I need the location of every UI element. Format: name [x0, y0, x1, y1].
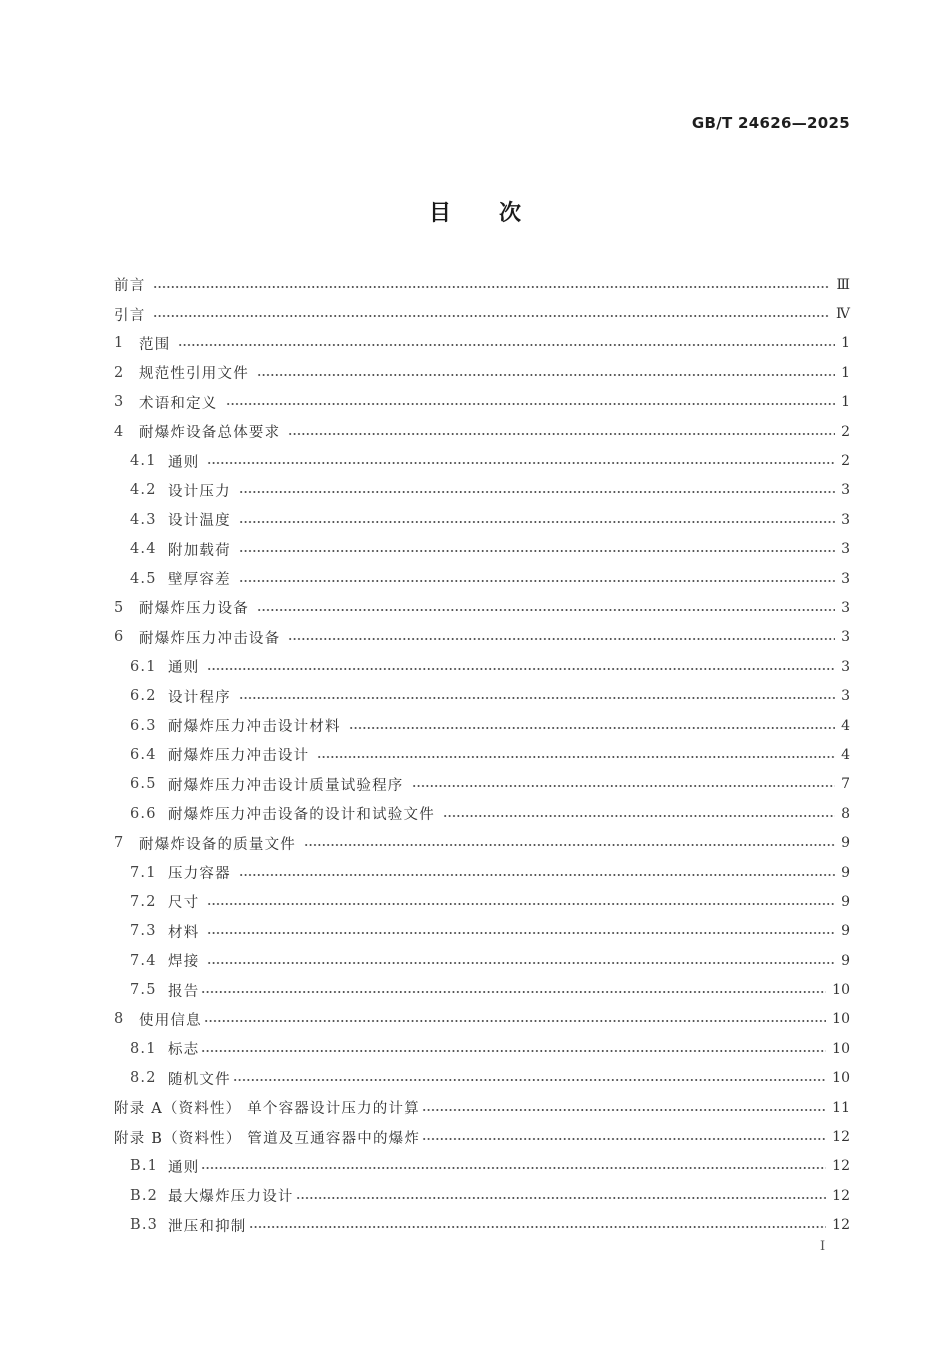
dot-leader [233, 1079, 826, 1081]
dot-leader [226, 403, 836, 405]
toc-entry-number: 6.2 [130, 688, 157, 705]
toc-entry[interactable] [114, 975, 850, 1004]
dot-leader [317, 756, 835, 758]
standard-code: GB/T 24626—2025 [691, 114, 850, 132]
toc-title [0, 196, 950, 227]
toc-entry[interactable] [114, 1034, 850, 1063]
toc-entry-page: 3 [841, 570, 850, 587]
page-number: I [820, 1239, 826, 1254]
toc-entry[interactable] [114, 358, 850, 387]
toc-entry-number: B.3 [130, 1217, 159, 1234]
toc-entry-number: 7.3 [130, 923, 157, 940]
toc-entry-number: 7.4 [130, 952, 157, 969]
dot-leader [239, 874, 835, 876]
toc-entry-number: 7.2 [130, 893, 157, 910]
toc-entry-label: 壁厚容差 [168, 572, 231, 589]
dot-leader [207, 668, 835, 670]
toc-entry-label: 附录 A（资料性） 单个容器设计压力的计算 [114, 1101, 420, 1118]
toc-entry-number: 7 [114, 835, 125, 852]
toc-entry-page: 3 [841, 629, 850, 646]
dot-leader [239, 521, 835, 523]
toc-entry-number: 8.1 [130, 1040, 157, 1057]
toc-entry-page: Ⅳ [836, 306, 850, 323]
dot-leader [207, 962, 835, 964]
toc-entry-number: 5 [114, 599, 125, 616]
dot-leader [239, 697, 835, 699]
toc-entry-page: 11 [832, 1099, 850, 1116]
dot-leader [257, 374, 835, 376]
toc-title-char-1: 目 [428, 201, 451, 226]
toc-entry[interactable] [114, 417, 850, 446]
toc-entry-label: 前言 [114, 278, 146, 295]
toc-entry-page: 3 [841, 658, 850, 675]
dot-leader [201, 1167, 826, 1169]
toc-entry-label: 通则 [168, 454, 200, 471]
toc-entry-number: 4.2 [130, 482, 157, 499]
toc-entry-label: 耐爆炸压力冲击设备 [139, 630, 281, 647]
toc-entry-number: 4.1 [130, 453, 157, 470]
dot-leader [207, 932, 835, 934]
toc-entry-label: 通则 [168, 1159, 200, 1176]
dot-leader [201, 991, 826, 993]
toc-entry[interactable] [114, 799, 850, 828]
toc-entry-page: 3 [841, 599, 850, 616]
toc-entry-label: 范围 [139, 336, 171, 353]
toc-entry-page: 4 [841, 717, 850, 734]
toc-entry-label: 设计程序 [168, 689, 231, 706]
toc-entry-number: 4.3 [130, 511, 157, 528]
toc-entry-label: 材料 [168, 924, 200, 941]
toc-entry[interactable] [114, 917, 850, 946]
toc-entry[interactable] [114, 388, 850, 417]
toc-entry-number: 6.5 [130, 776, 157, 793]
toc-entry-number: 8 [114, 1011, 125, 1028]
toc-entry-page: 3 [841, 688, 850, 705]
toc-entry[interactable] [114, 593, 850, 622]
dot-leader [249, 1226, 827, 1228]
toc-entry-number: 4 [114, 423, 125, 440]
dot-leader [422, 1138, 826, 1140]
dot-leader [443, 815, 835, 817]
toc-entry-page: 9 [841, 952, 850, 969]
toc-entry-label: 泄压和抑制 [168, 1218, 247, 1235]
dot-leader [153, 286, 830, 288]
toc-entry[interactable] [114, 887, 850, 916]
toc-entry[interactable] [114, 270, 850, 299]
toc-entry-page: 1 [841, 364, 850, 381]
toc-entry-number: 2 [114, 364, 125, 381]
toc-entry-label: 设计温度 [168, 513, 231, 530]
dot-leader [207, 903, 835, 905]
toc-entry-label: 规范性引用文件 [139, 366, 249, 383]
toc-entry-page: 3 [841, 482, 850, 499]
toc-entry-label: 使用信息 [139, 1012, 202, 1029]
toc-entry-label: 引言 [114, 307, 146, 324]
toc-entry-number: 6.6 [130, 805, 157, 822]
toc-entry-page: 9 [841, 893, 850, 910]
toc-entry[interactable] [114, 505, 850, 534]
toc-entry[interactable] [114, 1093, 850, 1122]
dot-leader [201, 1050, 826, 1052]
toc-entry-page: 10 [832, 1070, 850, 1087]
dot-leader [178, 344, 835, 346]
toc-entry-number: 7.1 [130, 864, 157, 881]
toc-entry-page: 1 [841, 335, 850, 352]
dot-leader [239, 580, 835, 582]
toc-entry-page: 9 [841, 864, 850, 881]
toc-entry-label: 标志 [168, 1042, 200, 1059]
toc-entry-number: 8.2 [130, 1070, 157, 1087]
toc-entry-page: 2 [841, 453, 850, 470]
toc-entry[interactable] [114, 1211, 850, 1240]
toc-entry-page: 2 [841, 423, 850, 440]
toc-entry-label: 通则 [168, 660, 200, 677]
toc-entry-label: 最大爆炸压力设计 [168, 1189, 294, 1206]
toc-entry-number: 6.1 [130, 658, 157, 675]
dot-leader [349, 727, 835, 729]
toc-entry[interactable] [114, 828, 850, 857]
toc-entry-label: 耐爆炸压力设备 [139, 601, 249, 618]
toc-entry-page: 12 [832, 1217, 850, 1234]
toc-entry[interactable] [114, 1064, 850, 1093]
toc-entry-page: 9 [841, 923, 850, 940]
toc-entry-label: 尺寸 [168, 895, 200, 912]
toc-entry-label: 焊接 [168, 954, 200, 971]
toc-entry-page: 1 [841, 394, 850, 411]
toc-entry-page: 8 [841, 805, 850, 822]
dot-leader [204, 1020, 826, 1022]
toc-entry[interactable] [114, 299, 850, 328]
dot-leader [153, 315, 830, 317]
toc-entry-page: 10 [832, 982, 850, 999]
toc-entry[interactable] [114, 652, 850, 681]
dot-leader [412, 785, 836, 787]
toc-entry[interactable] [114, 476, 850, 505]
toc-entry[interactable] [114, 1181, 850, 1210]
toc-entry-label: 耐爆炸压力冲击设计材料 [168, 719, 341, 736]
toc-entry[interactable] [114, 329, 850, 358]
toc-entry-page: 9 [841, 835, 850, 852]
dot-leader [288, 433, 835, 435]
toc-entry-label: 附加载荷 [168, 542, 231, 559]
toc-entry-label: 耐爆炸压力冲击设计质量试验程序 [168, 777, 404, 794]
toc-entry[interactable] [114, 535, 850, 564]
toc-list [114, 270, 850, 1240]
toc-title-char-2: 次 [499, 201, 522, 226]
toc-entry-label: 设计压力 [168, 483, 231, 500]
toc-entry-label: 耐爆炸压力冲击设计 [168, 748, 310, 765]
toc-entry[interactable] [114, 564, 850, 593]
toc-entry-page: 4 [841, 746, 850, 763]
toc-entry-label: 耐爆炸设备的质量文件 [139, 836, 296, 853]
dot-leader [304, 844, 835, 846]
toc-entry[interactable] [114, 446, 850, 475]
toc-entry-label: 报告 [168, 983, 200, 1000]
toc-entry-number: 6.4 [130, 746, 157, 763]
dot-leader [239, 550, 835, 552]
dot-leader [207, 462, 835, 464]
toc-entry-page: 10 [832, 1040, 850, 1057]
toc-entry[interactable] [114, 711, 850, 740]
dot-leader [257, 609, 835, 611]
toc-entry-page: 3 [841, 511, 850, 528]
toc-entry-label: 压力容器 [168, 866, 231, 882]
toc-entry[interactable] [114, 681, 850, 710]
dot-leader [422, 1109, 826, 1111]
toc-entry-number: B.2 [130, 1187, 159, 1204]
toc-entry-page: 12 [832, 1129, 850, 1146]
toc-entry[interactable] [114, 1152, 850, 1181]
toc-entry-page: 12 [832, 1187, 850, 1204]
toc-entry-number: B.1 [130, 1158, 159, 1175]
toc-entry[interactable] [114, 770, 850, 799]
toc-entry-page: 3 [841, 541, 850, 558]
toc-entry-label: 术语和定义 [139, 395, 218, 412]
toc-entry[interactable] [114, 740, 850, 769]
toc-entry-number: 3 [114, 394, 125, 411]
dot-leader [239, 491, 835, 493]
toc-entry-page: Ⅲ [836, 276, 850, 293]
dot-leader [288, 638, 835, 640]
toc-entry-number: 4.4 [130, 541, 157, 558]
toc-entry-label: 耐爆炸设备总体要求 [139, 425, 281, 442]
toc-entry-page: 7 [841, 776, 850, 793]
toc-entry-page: 12 [832, 1158, 850, 1175]
toc-entry-number: 7.5 [130, 982, 157, 999]
toc-entry[interactable] [114, 623, 850, 652]
toc-entry[interactable] [114, 1005, 850, 1034]
toc-entry-label: 耐爆炸压力冲击设备的设计和试验文件 [168, 807, 435, 824]
dot-leader [296, 1197, 827, 1199]
toc-entry-page: 10 [832, 1011, 850, 1028]
toc-entry-label: 附录 B（资料性） 管道及互通容器中的爆炸 [114, 1130, 421, 1147]
toc-entry-number: 6.3 [130, 717, 157, 734]
toc-entry-number: 4.5 [130, 570, 157, 587]
toc-entry[interactable] [114, 1122, 850, 1151]
toc-entry-number: 1 [114, 335, 125, 352]
toc-entry[interactable] [114, 946, 850, 975]
toc-entry-number: 6 [114, 629, 125, 646]
toc-entry-label: 随机文件 [168, 1071, 231, 1088]
toc-entry[interactable] [114, 858, 850, 887]
